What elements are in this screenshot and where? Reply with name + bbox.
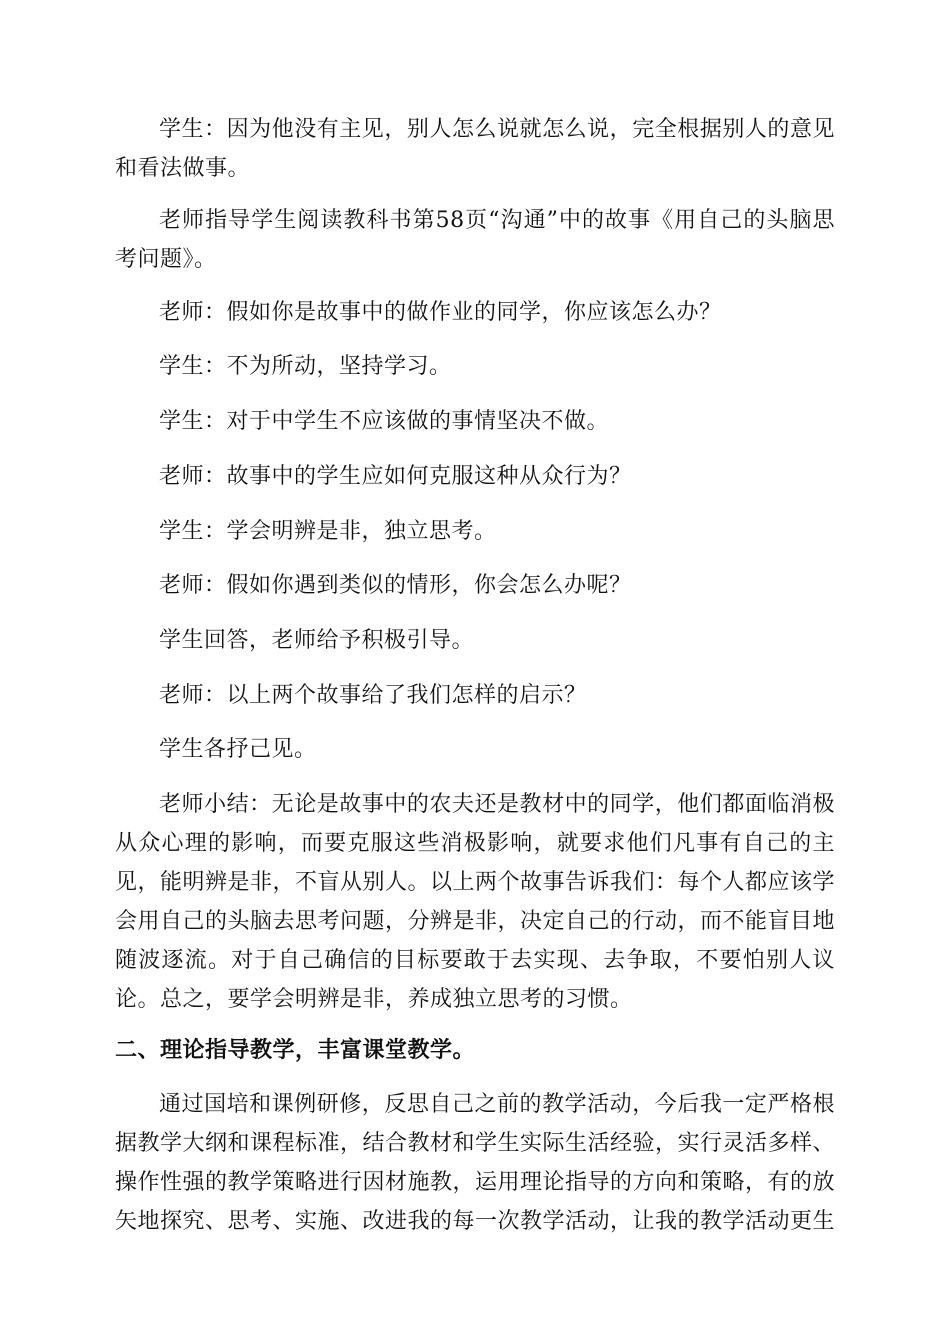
paragraph-reflection: 通过国培和课例研修，反思自己之前的教学活动，今后我一定严格根据教学大纲和课程标准，结合教材和学生实际生活经验，实行灵活多样、操作性强的教学策略进行因材施教，运用理论指导的方向和策略，有的放矢地探究、思考、实施、改进我的每一次教学活动，让我的教学活动更生 bbox=[115, 1092, 836, 1234]
paragraph-student-answer-3: 学生：对于中学生不应该做的事情坚决不做。 bbox=[159, 409, 610, 434]
section-heading: 二、理论指导教学，丰富课堂教学。 bbox=[115, 1037, 476, 1063]
paragraph-student-views: 学生各抒己见。 bbox=[159, 737, 317, 762]
paragraph-teacher-guidance: 老师指导学生阅读教科书第58页“沟通”中的故事《用自己的头脑思考问题》。 bbox=[115, 208, 835, 272]
paragraph-teacher-summary: 老师小结：无论是故事中的农夫还是教材中的同学，他们都面临消极从众心理的影响，而要克服这些消极影响，就要求他们凡事有自己的主见，能明辨是非，不盲从别人。以上两个故事告诉我们：每个人都应该学会用自己的头脑去思考问题，分辨是非，决定自己的行动，而不能盲目地随波逐流。对于自己确信的目标要敢于去实现、去争取，不要怕别人议论。总之，要学会明辨是非，养成独立思考的习惯。 bbox=[115, 792, 836, 1012]
paragraph-student-response: 学生回答，老师给予积极引导。 bbox=[159, 628, 475, 653]
paragraph-student-answer-1: 学生：因为他没有主见，别人怎么说就怎么说，完全根据别人的意见和看法做事。 bbox=[115, 117, 835, 181]
paragraph-teacher-question-3: 老师：假如你遇到类似的情形，你会怎么办呢？ bbox=[159, 573, 632, 598]
paragraph-student-answer-4: 学生：学会明辨是非，独立思考。 bbox=[159, 519, 497, 544]
paragraph-student-answer-2: 学生：不为所动，坚持学习。 bbox=[159, 354, 452, 379]
paragraph-teacher-question-2: 老师：故事中的学生应如何克服这种从众行为？ bbox=[159, 464, 632, 489]
paragraph-teacher-question-1: 老师：假如你是故事中的做作业的同学，你应该怎么办？ bbox=[159, 300, 722, 325]
paragraph-teacher-question-4: 老师：以上两个故事给了我们怎样的启示？ bbox=[159, 683, 587, 708]
